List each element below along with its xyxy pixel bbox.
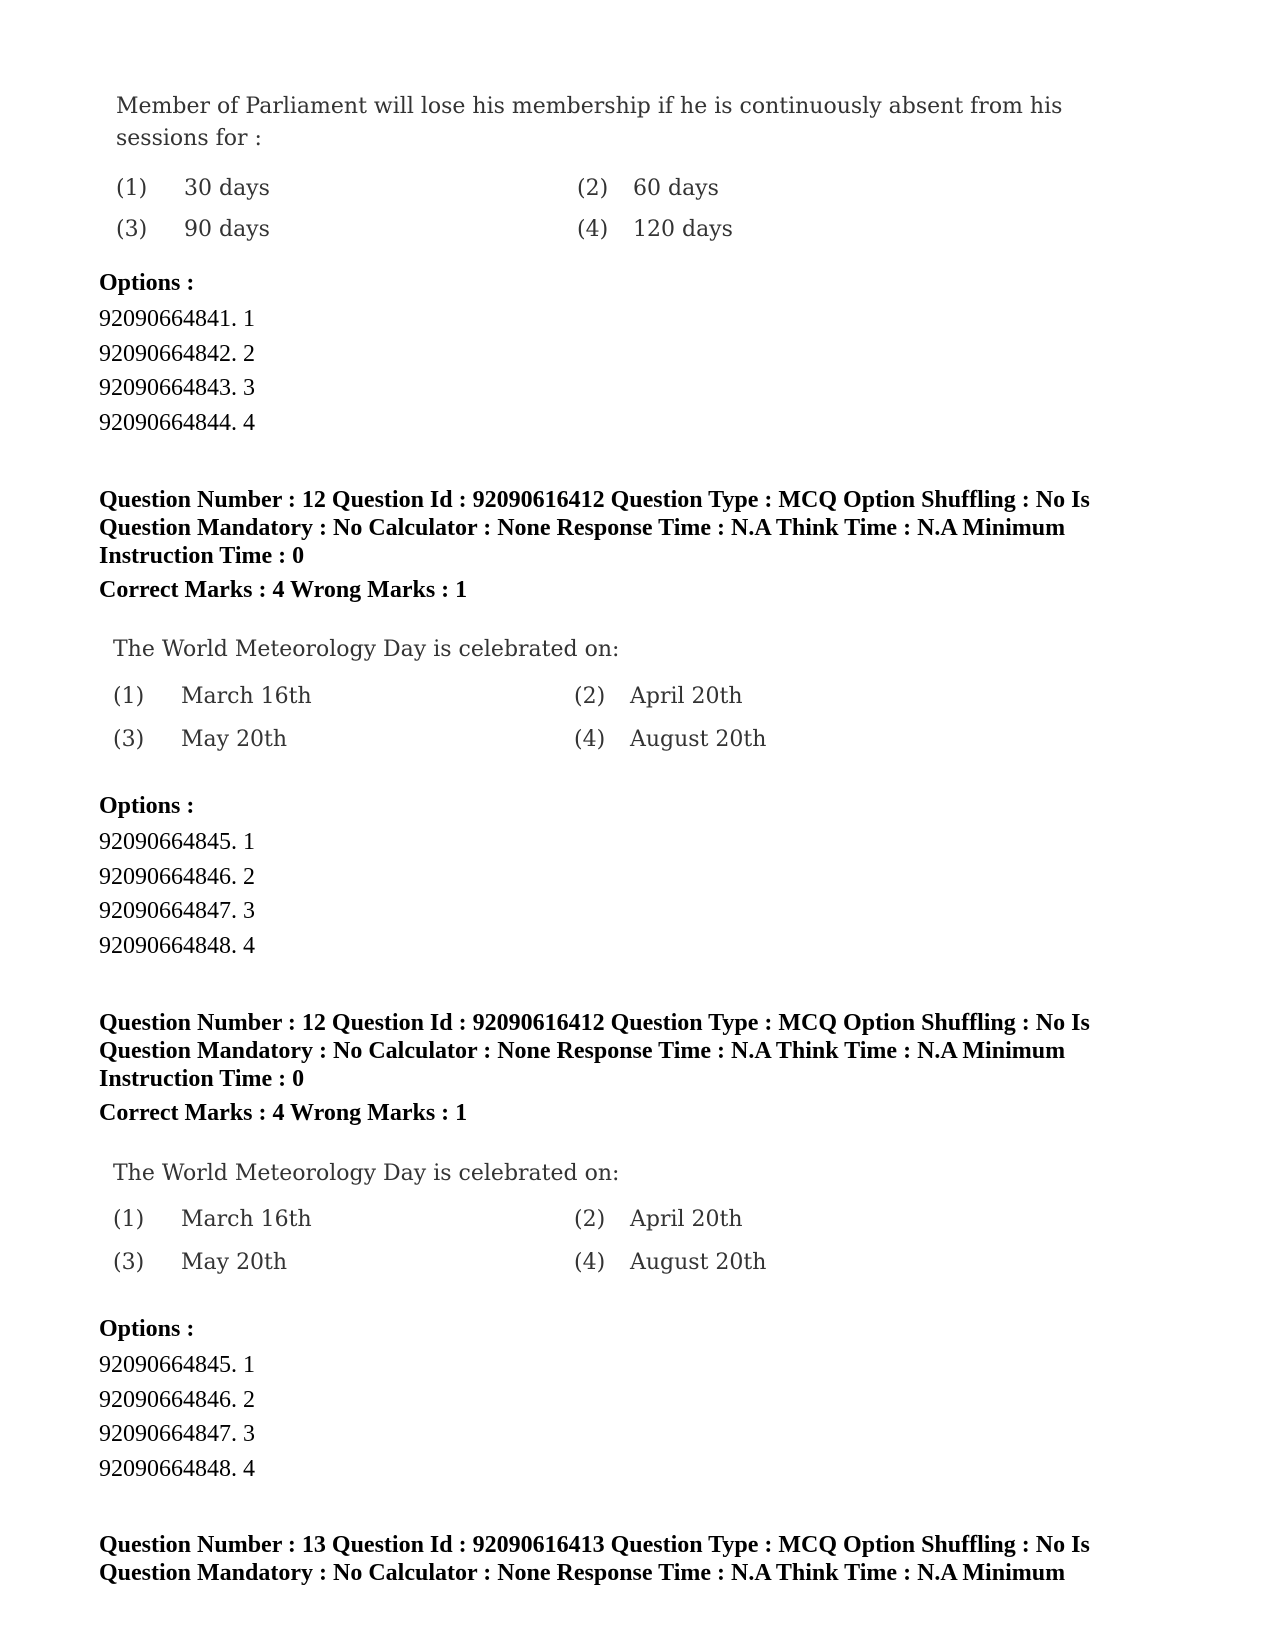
choice-text: May 20th — [181, 727, 288, 752]
choice-3 — [113, 727, 287, 752]
choice-3 — [116, 217, 270, 242]
choice-text: 90 days — [184, 217, 270, 242]
question-marks: Correct Marks : 4 Wrong Marks : 1 — [99, 1100, 468, 1126]
question-stem — [116, 91, 1116, 155]
choice-text: 60 days — [633, 176, 719, 201]
question-stem — [113, 1158, 619, 1190]
choice-text: 120 days — [633, 217, 733, 242]
option-item: 92090664841. 1 — [99, 306, 255, 332]
question-stem-line: The World Meteorology Day is celebrated on: — [113, 637, 620, 662]
options-heading: Options : — [99, 793, 195, 819]
choice-number: (4) — [574, 1250, 606, 1275]
question-marks: Correct Marks : 4 Wrong Marks : 1 — [99, 577, 468, 603]
choice-2 — [574, 684, 743, 709]
option-item: 92090664847. 3 — [99, 1421, 255, 1447]
option-item: 92090664846. 2 — [99, 863, 255, 890]
question-stem — [113, 634, 619, 666]
choice-text: August 20th — [630, 727, 767, 752]
question-meta: Question Number : 12 Question Id : 92090616412 Question Type : MCQ Option Shuffling : No Is Question Mandatory : No Calculator : None Response Time : N.A Think Time : N.A Minimum Instruction Time : 0 — [99, 1010, 1090, 1092]
options-list — [99, 302, 255, 440]
choice-text: March 16th — [181, 684, 312, 709]
choice-1 — [113, 684, 312, 709]
options-list — [99, 825, 255, 963]
choice-number: (3) — [116, 217, 148, 242]
choice-number: (1) — [116, 176, 148, 201]
choice-4 — [574, 1250, 766, 1275]
question-stem-line: Member of Parliament will lose his membership if he is continuously absent from his — [116, 94, 1063, 119]
option-item: 92090664848. 4 — [99, 1455, 255, 1482]
option-item: 92090664847. 3 — [99, 898, 255, 924]
options-list — [99, 1348, 255, 1486]
option-item: 92090664846. 2 — [99, 1386, 255, 1413]
choice-1 — [116, 176, 270, 201]
choice-number: (2) — [574, 684, 606, 709]
choice-2 — [577, 176, 719, 201]
choice-1 — [113, 1207, 312, 1232]
choice-number: (4) — [577, 217, 609, 242]
question-meta: Question Number : 13 Question Id : 92090616413 Question Type : MCQ Option Shuffling : No Is Question Mandatory : No Calculator : None Response Time : N.A Think Time : N.A Minimum — [99, 1532, 1090, 1586]
question-meta: Question Number : 12 Question Id : 92090616412 Question Type : MCQ Option Shuffling : No Is Question Mandatory : No Calculator : None Response Time : N.A Think Time : N.A Minimum Instruction Time : 0 — [99, 487, 1090, 569]
choice-number: (3) — [113, 727, 145, 752]
option-item: 92090664848. 4 — [99, 932, 255, 959]
choice-number: (2) — [574, 1207, 606, 1232]
choice-text: August 20th — [630, 1250, 767, 1275]
options-heading: Options : — [99, 270, 195, 296]
choice-text: 30 days — [184, 176, 270, 201]
option-item: 92090664845. 1 — [99, 1352, 255, 1378]
choice-number: (1) — [113, 1207, 145, 1232]
choice-text: March 16th — [181, 1207, 312, 1232]
choice-3 — [113, 1250, 287, 1275]
choice-number: (3) — [113, 1250, 145, 1275]
choice-number: (1) — [113, 684, 145, 709]
choice-text: April 20th — [630, 1207, 743, 1232]
choice-4 — [577, 217, 733, 242]
choice-text: May 20th — [181, 1250, 288, 1275]
option-item: 92090664842. 2 — [99, 340, 255, 367]
choice-text: April 20th — [630, 684, 743, 709]
question-stem-line: The World Meteorology Day is celebrated on: — [113, 1161, 620, 1186]
option-item: 92090664845. 1 — [99, 829, 255, 855]
options-heading: Options : — [99, 1316, 195, 1342]
question-stem-line: sessions for : — [116, 126, 262, 151]
choice-2 — [574, 1207, 743, 1232]
option-item: 92090664844. 4 — [99, 409, 255, 436]
choice-4 — [574, 727, 766, 752]
choice-number: (2) — [577, 176, 609, 201]
choice-number: (4) — [574, 727, 606, 752]
option-item: 92090664843. 3 — [99, 375, 255, 401]
